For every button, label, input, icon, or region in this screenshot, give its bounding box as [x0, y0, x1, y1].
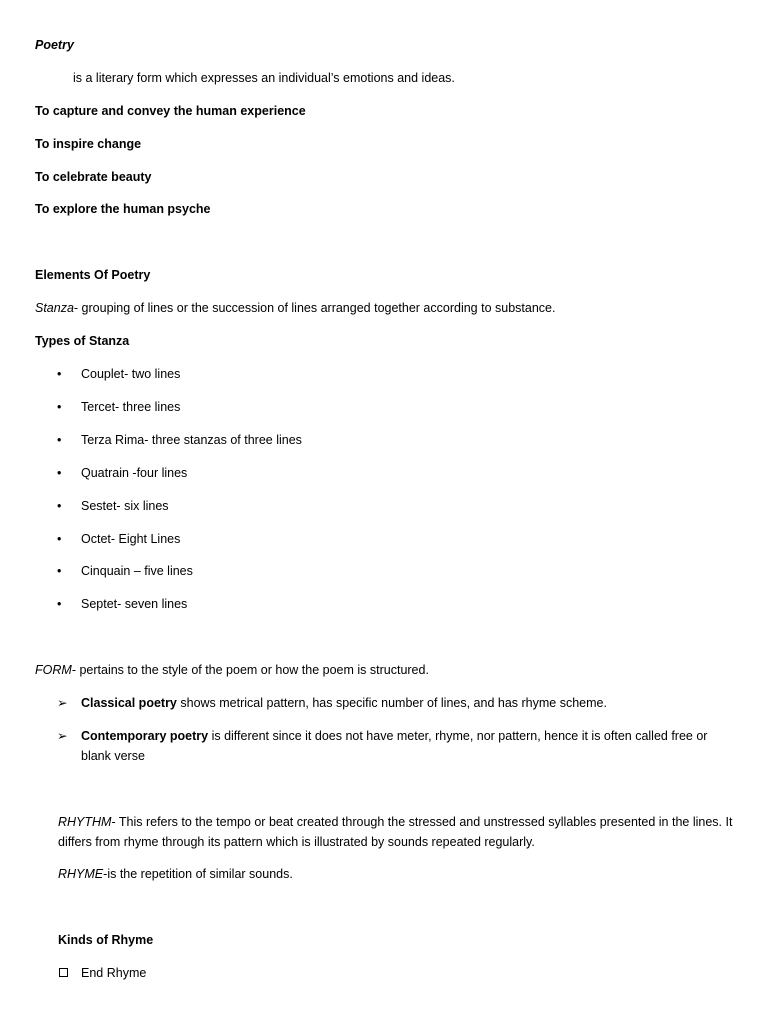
form-item-term: Contemporary poetry [81, 729, 209, 743]
arrow-bullet-icon: ➢ [57, 696, 68, 710]
poetry-definition: is a literary form which expresses an individual’s emotions and ideas. [73, 71, 455, 85]
stanza-type-item: Couplet- two lines [81, 367, 181, 381]
bullet-icon: • [57, 532, 62, 546]
rhythm-definition [58, 812, 738, 852]
stanza-type-item: Octet- Eight Lines [81, 532, 181, 546]
poetry-title: Poetry [35, 38, 74, 52]
purpose-item: To explore the human psyche [35, 202, 211, 216]
purpose-item: To celebrate beauty [35, 170, 152, 184]
bullet-icon: • [57, 400, 62, 414]
bullet-icon: • [57, 597, 62, 611]
stanza-type-item: Sestet- six lines [81, 499, 169, 513]
stanza-type-item: Septet- seven lines [81, 597, 188, 611]
stanza-type-item: Terza Rima- three stanzas of three lines [81, 433, 302, 447]
form-def-text: - pertains to the style of the poem or how the poem is structured. [71, 663, 429, 677]
kinds-of-rhyme-heading: Kinds of Rhyme [58, 933, 154, 947]
arrow-bullet-icon: ➢ [57, 729, 68, 743]
bullet-icon: • [57, 367, 62, 381]
purpose-item: To capture and convey the human experience [35, 104, 306, 118]
stanza-def-text: - grouping of lines or the succession of lines arranged together according to substance. [73, 301, 556, 315]
rhyme-term: RHYME [58, 867, 104, 881]
form-item [81, 695, 607, 711]
rhyme-def-text: -is the repetition of similar sounds. [103, 867, 293, 881]
purpose-item: To inspire change [35, 137, 142, 151]
form-definition [35, 662, 429, 678]
stanza-definition [35, 300, 555, 316]
stanza-type-item: Cinquain – five lines [81, 564, 193, 578]
checkbox-bullet-icon [59, 968, 68, 977]
stanza-term: Stanza [35, 301, 74, 315]
bullet-icon: • [57, 433, 62, 447]
stanza-type-item: Quatrain -four lines [81, 466, 188, 480]
form-term: FORM [35, 663, 72, 677]
stanza-type-item: Tercet- three lines [81, 400, 181, 414]
form-item-term: Classical poetry [81, 696, 177, 710]
form-item [81, 726, 731, 766]
elements-heading: Elements Of Poetry [35, 268, 151, 282]
stanza-types-heading: Types of Stanza [35, 334, 130, 348]
bullet-icon: • [57, 499, 62, 513]
rhythm-def-text: - This refers to the tempo or beat created through the stressed and unstressed syllables presented in the lines. It differs from rhyme through its pattern which is illustrated by sounds repeated regularly. [58, 815, 733, 849]
rhythm-term: RHYTHM [58, 815, 112, 829]
form-item-text: shows metrical pattern, has specific number of lines, and has rhyme scheme. [176, 696, 607, 710]
rhyme-definition [58, 866, 293, 882]
bullet-icon: • [57, 466, 62, 480]
form-item-text: is different since it does not have meter, rhyme, nor pattern, hence it is often called free or blank verse [81, 729, 708, 763]
bullet-icon: • [57, 564, 62, 578]
rhyme-kind-item: End Rhyme [81, 966, 147, 980]
